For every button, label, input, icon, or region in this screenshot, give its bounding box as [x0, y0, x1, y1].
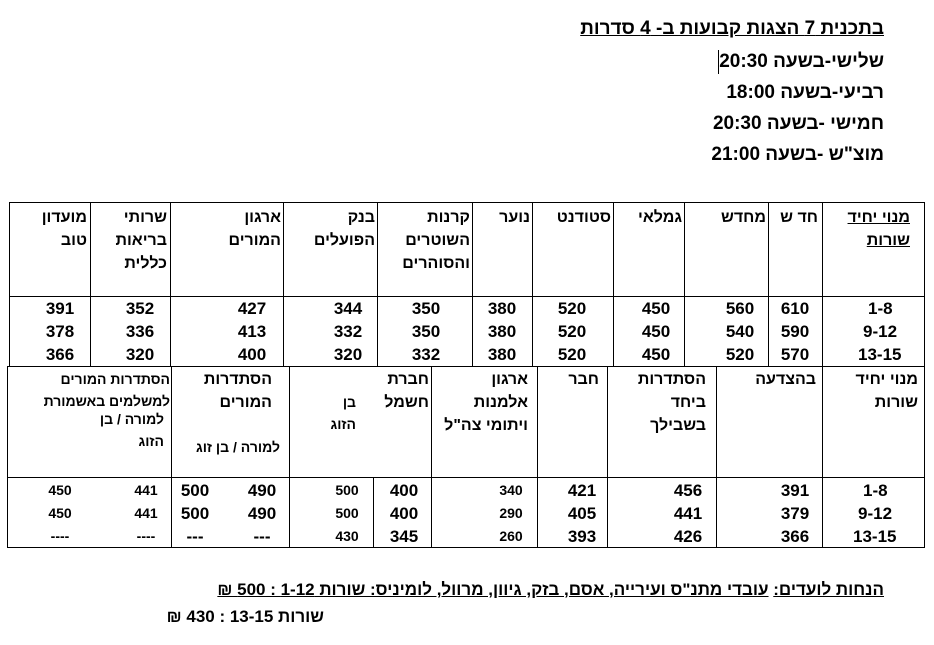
t2-row-range: 9-12 — [858, 504, 893, 523]
t1-header-bank-hapoalim: בנק הפועלים — [313, 209, 375, 249]
t2-header-histadrut-together: הסתדרות ביחד בשבילך — [637, 371, 706, 434]
t1-row-range: 13-15 — [858, 345, 902, 364]
t1-cell-r2-c6: 332 — [411, 345, 441, 364]
t1-cell-r1-c5: 380 — [487, 322, 517, 341]
t2-cell-r0-c5: 400 — [389, 481, 419, 500]
t2-header-spouse: בן הזוג — [330, 394, 356, 432]
t1-cell-r1-c3: 450 — [641, 322, 671, 341]
t1-cell-r0-c9: 352 — [125, 299, 155, 318]
t2-cell-r2-c7: --- — [253, 527, 271, 546]
t2-cell-r2-c9: ---- — [136, 528, 156, 544]
t2-cell-r2-c3: 393 — [567, 527, 597, 546]
t1-cell-r1-c8: 413 — [237, 322, 267, 341]
t1-header-renew: מחדש — [720, 209, 766, 226]
t1-row-range: 9-12 — [863, 322, 898, 341]
t1-header-teachers-org: ארגון המורים — [228, 209, 281, 249]
t1-cell-r0-c6: 350 — [411, 299, 441, 318]
t2-cell-r1-c1: 379 — [780, 504, 810, 523]
t1-cell-r1-c10: 378 — [45, 322, 75, 341]
t1-cell-r2-c8: 400 — [237, 345, 267, 364]
t2-cell-r1-c8: 500 — [180, 504, 210, 523]
series-line-1: שלישי-בשעה 20:30 — [719, 51, 884, 73]
series-line-4: מוצ"ש -בשעה 21:00 — [711, 144, 884, 165]
t2-header-teacher-spouse-2: למורה / בן הזוג — [99, 411, 164, 449]
t1-cell-r2-c3: 450 — [641, 345, 671, 364]
t1-header-clalit: שרותי בריאות כללית — [115, 209, 167, 272]
t2-cell-r1-c3: 405 — [567, 504, 597, 523]
t2-cell-r2-c4: 260 — [499, 528, 523, 544]
t1-header-student: סטודנט — [556, 209, 611, 226]
t2-header-teachers-union-paying: הסתדרות המורים למשלמים באשמורת — [43, 371, 170, 409]
t1-cell-r1-c9: 336 — [125, 322, 155, 341]
t1-row-range: 1-8 — [868, 299, 893, 318]
t2-cell-r0-c9: 441 — [134, 482, 158, 498]
t1-cell-r2-c10: 366 — [45, 345, 75, 364]
t2-row-range: 1-8 — [863, 481, 888, 500]
discounts-line: הנחות לועדים: עובדי מתנ"ס ועירייה, אסם, בזק, גיוון, מרוול, לומיניס: שורות 1-12 : 500 ₪ — [217, 580, 884, 599]
t1-cell-r1-c4: 520 — [557, 322, 587, 341]
t2-header-salute: בהצדעה — [755, 371, 816, 388]
t2-cell-r0-c3: 421 — [567, 481, 597, 500]
t2-cell-r0-c6: 500 — [335, 482, 359, 498]
t2-cell-r0-c1: 391 — [780, 481, 810, 500]
series-line-3: חמישי -בשעה 20:30 — [712, 113, 884, 134]
t1-header-youth: נוער — [499, 209, 530, 226]
series-line-2: רביעי-בשעה 18:00 — [726, 82, 884, 103]
t2-cell-r2-c5: 345 — [389, 527, 419, 546]
t1-header-pensioner: גמלאי — [637, 209, 682, 226]
t1-cell-r2-c4: 520 — [557, 345, 587, 364]
t2-cell-r0-c7: 490 — [247, 481, 277, 500]
t2-cell-r1-c4: 290 — [499, 505, 523, 521]
t1-header-new: חד ש — [780, 209, 818, 226]
t2-cell-r2-c2: 426 — [673, 527, 703, 546]
t1-cell-r0-c10: 391 — [45, 299, 75, 318]
t2-header-member: חבר — [568, 371, 599, 388]
t1-cell-r2-c9: 320 — [125, 345, 155, 364]
t2-row-range: 13-15 — [853, 527, 897, 546]
t2-cell-r1-c9: 441 — [134, 505, 158, 521]
t1-cell-r0-c8: 427 — [237, 299, 267, 318]
t1-cell-r1-c1: 590 — [780, 322, 810, 341]
t1-header-tov-club: מועדון טוב — [41, 209, 87, 249]
t2-cell-r1-c2: 441 — [673, 504, 703, 523]
t2-cell-r1-c6: 500 — [335, 505, 359, 521]
t1-cell-r0-c2: 560 — [725, 299, 755, 318]
t1-cell-r0-c4: 520 — [557, 299, 587, 318]
t2-header-electric-co: חברת חשמל — [384, 371, 429, 411]
t1-cell-r2-c7: 320 — [333, 345, 363, 364]
t1-cell-r1-c7: 332 — [333, 322, 363, 341]
t1-cell-r0-c1: 610 — [780, 299, 810, 318]
discounts-line-2: שורות 13-15 : 430 ₪ — [166, 607, 324, 626]
t2-cell-r2-c1: 366 — [780, 527, 810, 546]
t2-header-teachers-union: הסתדרות המורים — [203, 371, 272, 411]
t2-cell-r0-c2: 456 — [673, 481, 703, 500]
t2-cell-r1-c10: 450 — [48, 505, 72, 521]
t1-header-rows: מנוי יחיד שורות — [847, 209, 910, 249]
program-title: בתכנית 7 הצגות קבועות ב- 4 סדרות — [580, 18, 884, 39]
t1-cell-r2-c2: 520 — [725, 345, 755, 364]
t1-cell-r1-c6: 350 — [411, 322, 441, 341]
t1-cell-r0-c7: 344 — [333, 299, 363, 318]
t2-cell-r1-c7: 490 — [247, 504, 277, 523]
t2-cell-r0-c8: 500 — [180, 481, 210, 500]
t2-cell-r0-c10: 450 — [48, 482, 72, 498]
t2-cell-r2-c6: 430 — [335, 528, 359, 544]
t2-cell-r2-c10: ---- — [50, 528, 70, 544]
t1-cell-r2-c1: 570 — [780, 345, 810, 364]
t1-cell-r2-c5: 380 — [487, 345, 517, 364]
t2-header-teacher-spouse: למורה / בן זוג — [195, 439, 280, 455]
discounts-text: עובדי מתנ"ס ועירייה, אסם, בזק, גיוון, מרוול, לומיניס: שורות 1-12 : 500 ₪ — [217, 580, 769, 599]
t2-header-idf-widows: ארגון אלמנות ויתומי צה"ל — [444, 371, 528, 434]
t2-cell-r1-c5: 400 — [389, 504, 419, 523]
t1-cell-r0-c5: 380 — [487, 299, 517, 318]
t1-cell-r0-c3: 450 — [641, 299, 671, 318]
t2-header-rows: מנוי יחיד שורות — [855, 371, 918, 411]
t1-cell-r1-c2: 540 — [725, 322, 755, 341]
t2-cell-r2-c8: --- — [186, 527, 204, 546]
t1-header-police-funds: קרנות השוטרים והסוהרים — [402, 209, 470, 272]
t2-cell-r0-c4: 340 — [499, 482, 523, 498]
